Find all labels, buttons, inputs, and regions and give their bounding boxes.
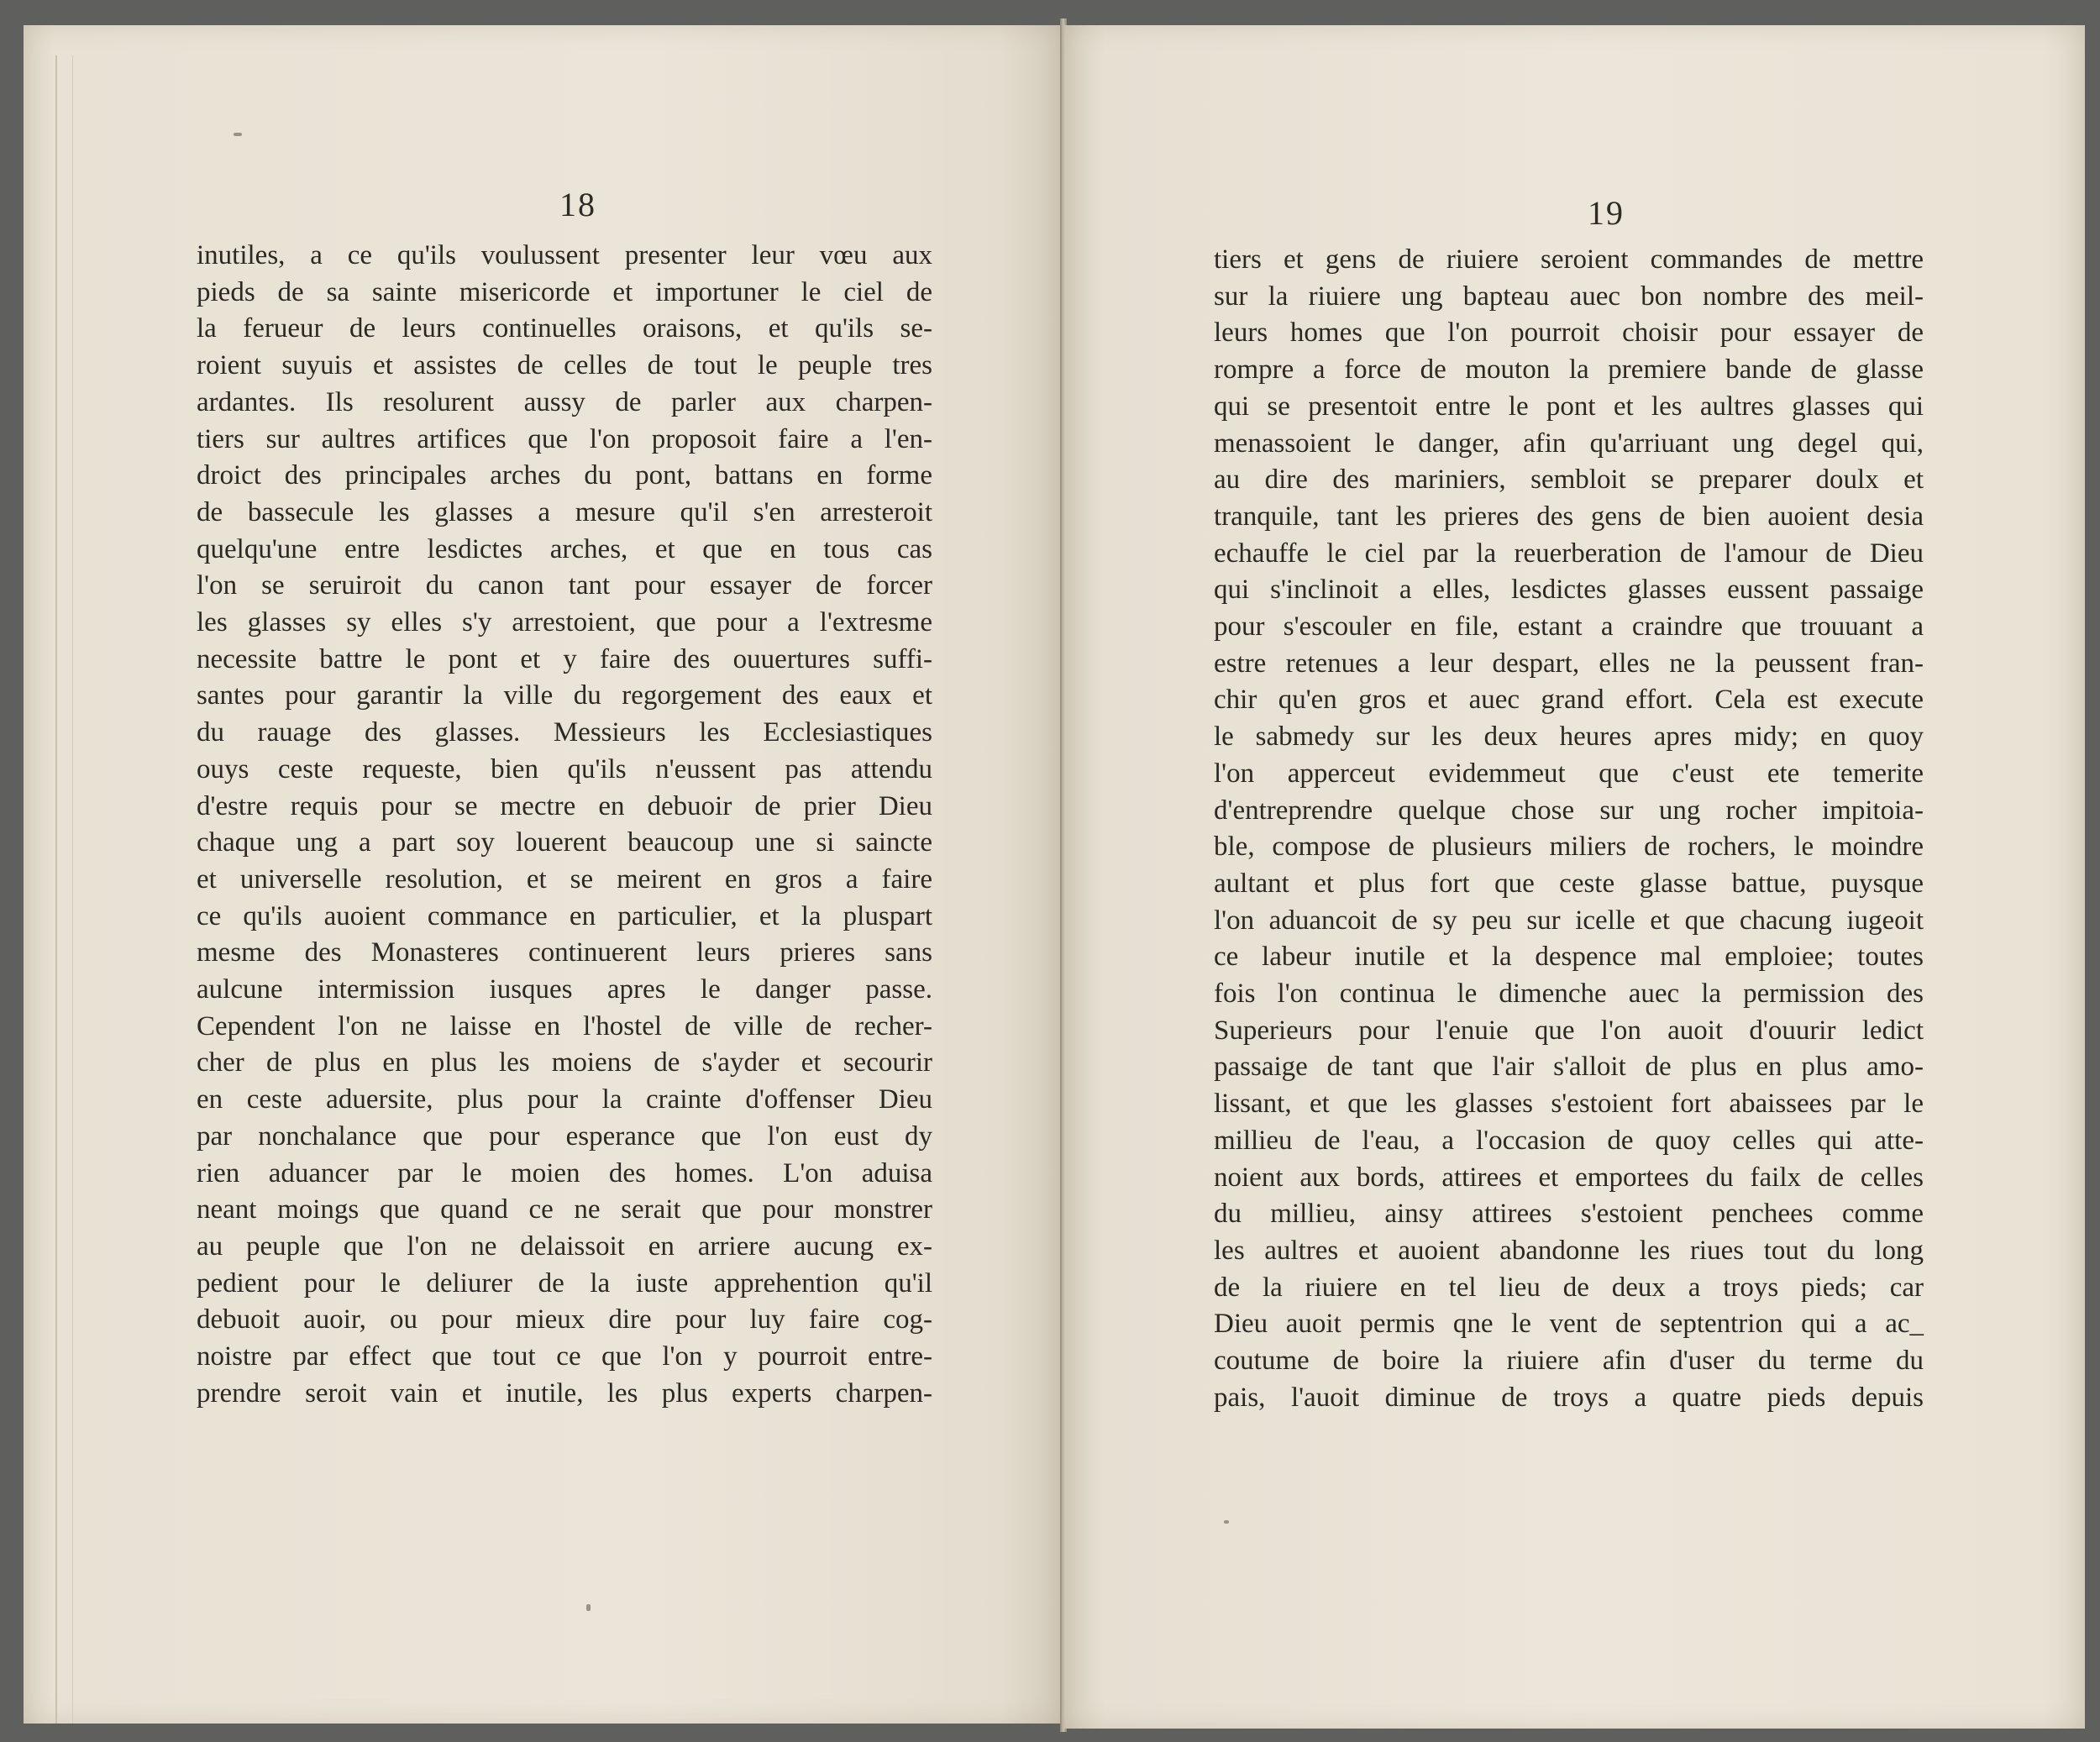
text-line: ble, compose de plusieurs miliers de rochers, le moindre: [1214, 832, 1924, 863]
text-line: sur la riuiere ung bapteau auec bon nombre des meil-: [1214, 281, 1924, 312]
text-line: cher de plus en plus les moiens de s'ayder et secourir: [197, 1047, 932, 1078]
text-line: qui se presentoit entre le pont et les aultres glasses qui: [1214, 391, 1924, 422]
text-line: l'on aduancoit de sy peu sur icelle et que chacung iugeoit: [1214, 905, 1924, 936]
text-line: chir qu'en gros et auec grand effort. Cela est execute: [1214, 685, 1924, 716]
text-line: le sabmedy sur les deux heures apres midy; en quoy: [1214, 721, 1924, 753]
text-line: coutume de boire la riuiere afin d'user du terme du: [1214, 1346, 1924, 1377]
text-line: echauffe le ciel par la reuerberation de l'amour de Dieu: [1214, 538, 1924, 569]
page-number: 18: [559, 186, 596, 223]
paper-speck: [586, 1604, 591, 1611]
text-line: l'on se seruiroit du canon tant pour essayer de forcer: [197, 570, 932, 601]
text-line: fois l'on continua le dimenche auec la permission des: [1214, 979, 1924, 1010]
text-line: lissant, et que les glasses s'estoient fort abaissees par le: [1214, 1089, 1924, 1120]
text-line: chaque ung a part soy louerent beaucoup une si saincte: [197, 827, 932, 858]
text-line: neant moings que quand ce ne serait que pour monstrer: [197, 1194, 932, 1225]
text-line: menassoient le danger, afin qu'arriuant ung degel qui,: [1214, 428, 1924, 459]
text-line: ce labeur inutile et la despence mal emploiee; toutes: [1214, 942, 1924, 973]
text-line: prendre seroit vain et inutile, les plus experts charpen-: [197, 1377, 932, 1409]
text-line: tiers et gens de riuiere seroient commandes de mettre: [1214, 244, 1924, 275]
text-line: Dieu auoit permis qne le vent de septentrion qui a ac_: [1214, 1309, 1924, 1340]
text-line: rompre a force de mouton la premiere bande de glasse: [1214, 354, 1924, 386]
text-line: pedient pour le deliurer de la iuste apprehention qu'il: [197, 1267, 932, 1299]
text-line: ardantes. Ils resolurent aussy de parler aux charpen-: [197, 386, 932, 417]
text-line: estre retenues a leur despart, elles ne la peussent fran-: [1214, 648, 1924, 679]
text-line: l'on apperceut evidemmeut que c'eust ete temerite: [1214, 758, 1924, 789]
page-edge-stack: [55, 55, 73, 1724]
text-line: pieds de sa sainte misericorde et importuner le ciel de: [197, 276, 932, 307]
text-line: au dire des mariniers, sembloit se preparer doulx et: [1214, 464, 1924, 496]
text-line: debuoit auoir, ou pour mieux dire pour luy faire cog-: [197, 1304, 932, 1335]
paper-speck: [1224, 1520, 1229, 1524]
right-page: [1064, 25, 2085, 1729]
text-line: au peuple que l'on ne delaissoit en arriere aucung ex-: [197, 1230, 932, 1262]
text-line: inutiles, a ce qu'ils voulussent presenter leur vœu aux: [197, 240, 932, 270]
text-line: santes pour garantir la ville du regorgement des eaux et: [197, 680, 932, 711]
text-line: de la riuiere en tel lieu de deux a troys pieds; car: [1214, 1272, 1924, 1303]
text-line: noient aux bords, attirees et emportees du failx de celles: [1214, 1162, 1924, 1193]
text-line: droict des principales arches du pont, battans en forme: [197, 460, 932, 491]
page-number: 19: [1588, 194, 1625, 232]
text-line: tranquile, tant les prieres des gens de bien auoient desia: [1214, 501, 1924, 532]
left-page: [24, 25, 1063, 1724]
text-line: millieu de l'eau, a l'occasion de quoy celles qui atte-: [1214, 1125, 1924, 1156]
text-line: du millieu, ainsy attirees s'estoient penchees comme: [1214, 1199, 1924, 1230]
text-line: roient suyuis et assistes de celles de tout le peuple tres: [197, 350, 932, 381]
paper-speck: [234, 133, 242, 136]
text-line: qui s'inclinoit a elles, lesdictes glasses eussent passaige: [1214, 575, 1924, 606]
text-line: ce qu'ils auoient commance en particulier, et la pluspart: [197, 900, 932, 931]
text-line: leurs homes que l'on pourroit choisir pour essayer de: [1214, 317, 1924, 349]
text-line: tiers sur aultres artifices que l'on proposoit faire a l'en-: [197, 423, 932, 454]
text-line: aultant et plus fort que ceste glasse battue, puysque: [1214, 868, 1924, 899]
text-line: d'estre requis pour se mectre en debuoir de prier Dieu: [197, 790, 932, 821]
text-line: noistre par effect que tout ce que l'on y pourroit entre-: [197, 1341, 932, 1372]
text-line: par nonchalance que pour esperance que l'on eust dy: [197, 1120, 932, 1152]
text-line: quelqu'une entre lesdictes arches, et que en tous cas: [197, 533, 932, 564]
text-line: rien aduancer par le moien des homes. L'on aduisa: [197, 1157, 932, 1188]
text-line: du rauage des glasses. Messieurs les Ecclesiastiques: [197, 717, 932, 748]
text-line: de bassecule les glasses a mesure qu'il s'en arresteroit: [197, 496, 932, 527]
text-line: la ferueur de leurs continuelles oraisons, et qu'ils se-: [197, 313, 932, 344]
right-page-text: [1214, 242, 1924, 1417]
text-line: pais, l'auoit diminue de troys a quatre pieds depuis: [1214, 1382, 1924, 1413]
text-line: ouys ceste requeste, bien qu'ils n'eussent pas attendu: [197, 753, 932, 784]
text-line: et universelle resolution, et se meirent en gros a faire: [197, 863, 932, 895]
text-line: les glasses sy elles s'y arrestoient, que pour a l'extresme: [197, 607, 932, 638]
text-line: les aultres et auoient abandonne les riues tout du long: [1214, 1235, 1924, 1266]
text-line: mesme des Monasteres continuerent leurs prieres sans: [197, 937, 932, 968]
text-line: en ceste aduersite, plus pour la crainte d'offenser Dieu: [197, 1084, 932, 1115]
left-page-text: [197, 238, 932, 1413]
text-line: aulcune intermission iusques apres le danger passe.: [197, 974, 932, 1005]
text-line: Cependent l'on ne laisse en l'hostel de ville de recher-: [197, 1010, 932, 1042]
text-line: pour s'escouler en file, estant a craindre que trouuant a: [1214, 611, 1924, 643]
text-line: passaige de tant que l'air s'alloit de plus en plus amo-: [1214, 1052, 1924, 1083]
text-line: necessite battre le pont et y faire des ouuertures suffi-: [197, 643, 932, 674]
text-line: Superieurs pour l'enuie que l'on auoit d'ouurir ledict: [1214, 1015, 1924, 1046]
text-line: d'entreprendre quelque chose sur ung rocher impitoia-: [1214, 795, 1924, 826]
